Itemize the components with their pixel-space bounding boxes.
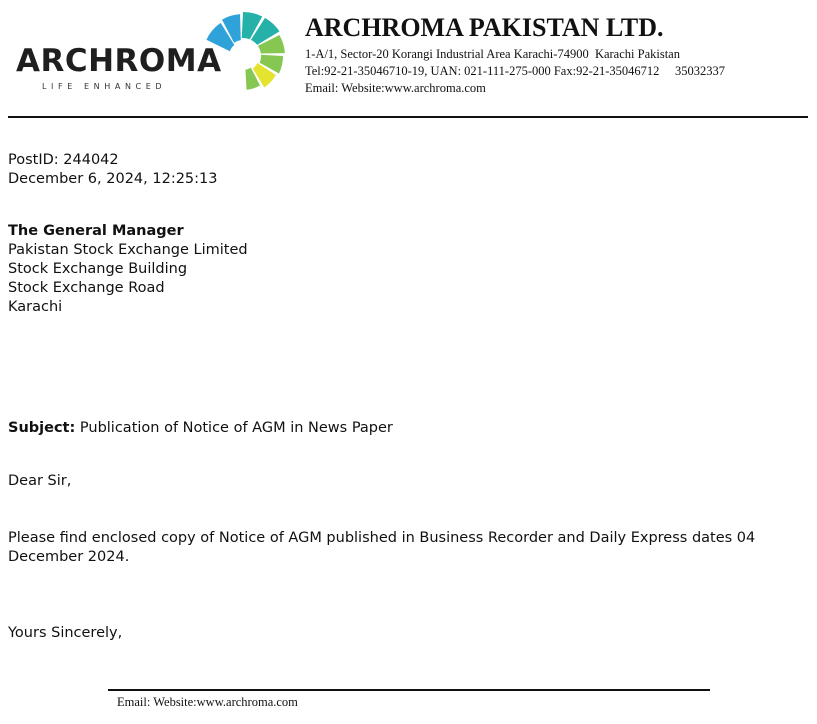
footer-divider <box>108 689 710 691</box>
logo-wordmark: ARCHROMA <box>16 43 222 79</box>
company-web: Email: Website:www.archroma.com <box>305 81 486 95</box>
subject-text: Publication of Notice of AGM in News Paper <box>75 420 393 436</box>
addressee-block <box>8 222 248 317</box>
company-name: ARCHROMA PAKISTAN LTD. <box>305 13 664 42</box>
post-id: PostID: 244042 <box>8 152 119 168</box>
subject-label: Subject: <box>8 420 76 436</box>
company-contact: Tel:92-21-35046710-19, UAN: 021-111-275-000 Fax:92-21-35046712 35032337 <box>305 64 726 78</box>
addressee-road: Stock Exchange Road <box>8 280 165 296</box>
addressee-organization: Pakistan Stock Exchange Limited <box>8 242 248 258</box>
salutation: Dear Sir, <box>8 473 72 489</box>
footer-web: Email: Website:www.archroma.com <box>117 695 298 709</box>
header-divider <box>8 116 808 118</box>
company-address: 1-A/1, Sector-20 Korangi Industrial Area Karachi-74900 Karachi Pakistan <box>305 47 680 61</box>
logo-tagline: LIFE ENHANCED <box>42 82 167 91</box>
addressee-city: Karachi <box>8 299 63 315</box>
addressee-title: The General Manager <box>8 223 184 239</box>
post-datetime: December 6, 2024, 12:25:13 <box>8 171 218 187</box>
letter-body: Please find enclosed copy of Notice of AGM published in Business Recorder and Daily Express dates 04 December 2024. <box>8 530 756 565</box>
company-header <box>305 12 810 97</box>
closing: Yours Sincerely, <box>8 625 123 641</box>
post-meta <box>8 151 218 189</box>
addressee-building: Stock Exchange Building <box>8 261 188 277</box>
archroma-logo <box>12 10 302 100</box>
subject-line <box>8 419 393 438</box>
